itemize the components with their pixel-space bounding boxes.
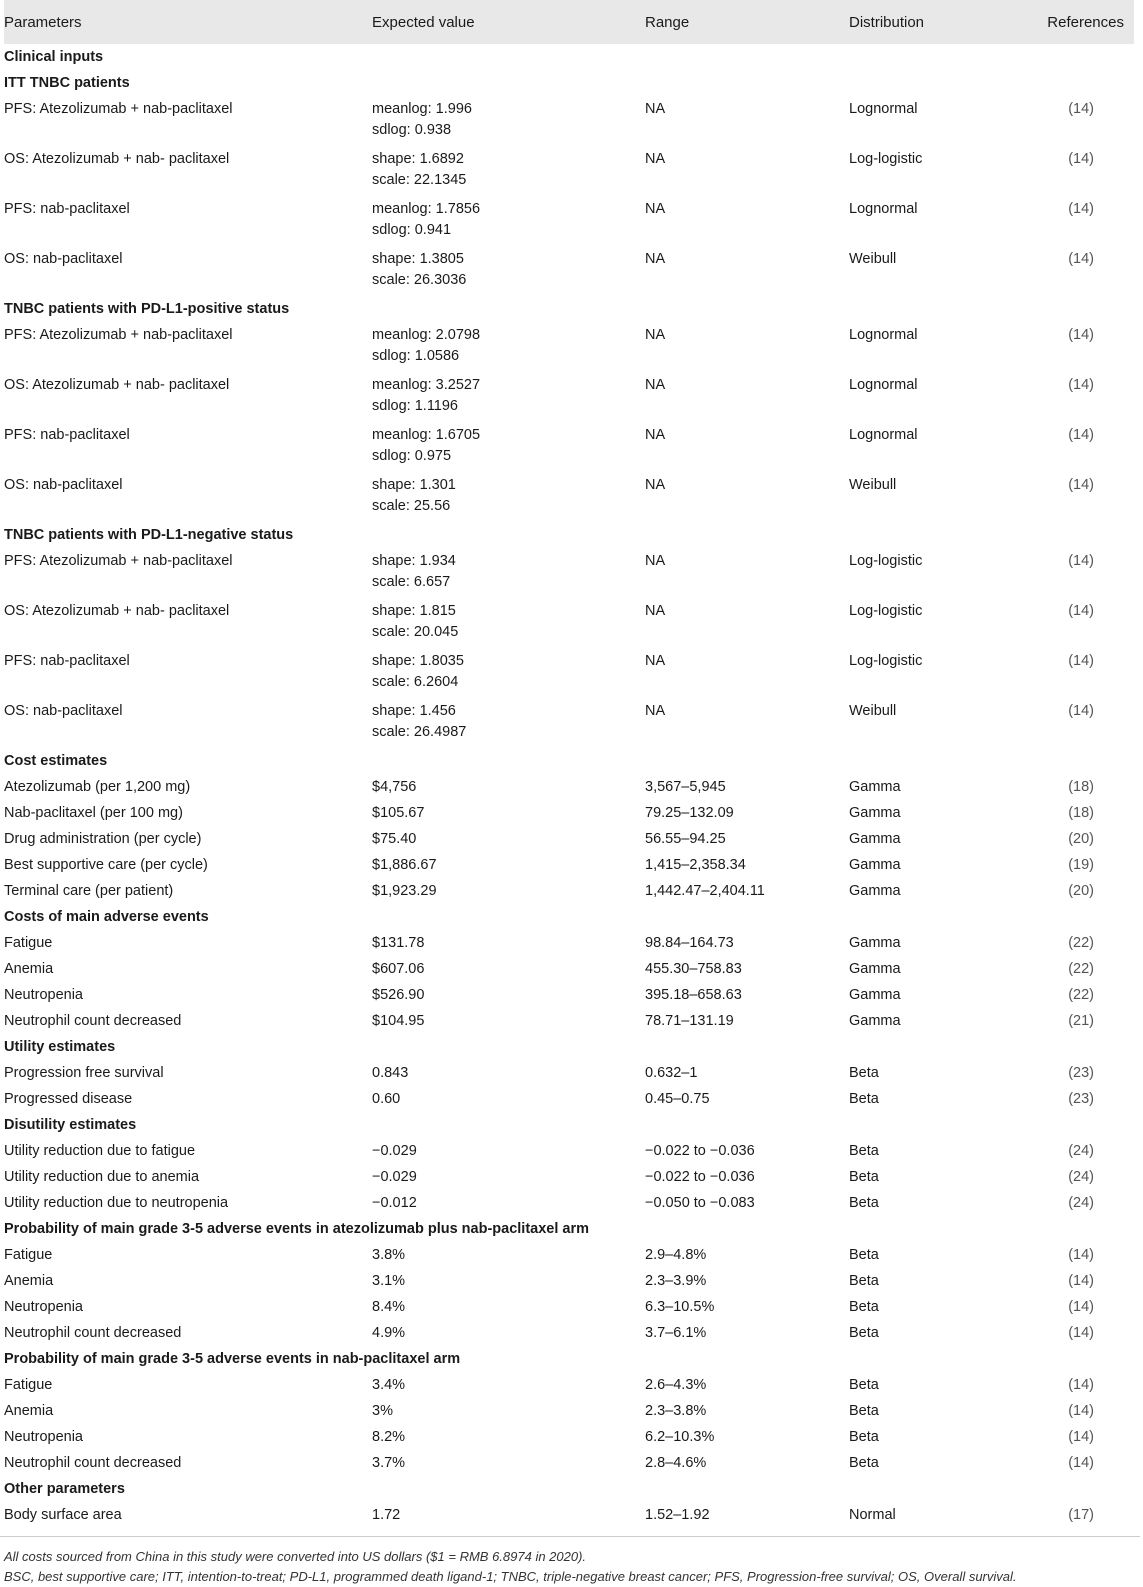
expected-value-cell xyxy=(372,246,645,296)
expected-value-cell xyxy=(372,1008,645,1034)
reference-cell: (20) xyxy=(1068,883,1094,899)
distribution-cell: Beta xyxy=(849,1195,879,1211)
table-section-row xyxy=(4,748,1134,774)
distribution-cell: Lognormal xyxy=(849,327,918,343)
expected-value-line: $1,886.67 xyxy=(372,857,437,873)
table-section-row xyxy=(4,70,1134,96)
table-row xyxy=(4,322,1134,372)
reference-cell: (24) xyxy=(1068,1169,1094,1185)
table-section-row xyxy=(4,1476,1134,1502)
expected-value-line: −0.012 xyxy=(372,1195,417,1211)
reference-cell: (14) xyxy=(1068,1377,1094,1393)
range-cell: NA xyxy=(645,101,666,117)
reference-cell: (14) xyxy=(1068,1299,1094,1315)
expected-value-line: shape: 1.3805 xyxy=(372,251,464,267)
table-row xyxy=(4,930,1134,956)
range-cell: NA xyxy=(645,603,666,619)
table-footer-divider xyxy=(0,1536,1140,1537)
expected-value-cell xyxy=(372,1086,645,1112)
expected-value-line: shape: 1.934 xyxy=(372,553,456,569)
table-row xyxy=(4,1086,1134,1112)
range-cell: NA xyxy=(645,477,666,493)
range-cell: 1,442.47–2,404.11 xyxy=(645,883,765,899)
expected-value-cell xyxy=(372,878,645,904)
table-row xyxy=(4,826,1134,852)
table-row xyxy=(4,598,1134,648)
table-row xyxy=(4,146,1134,196)
table-row xyxy=(4,96,1134,146)
range-cell: 2.3–3.9% xyxy=(645,1273,707,1289)
range-cell: 2.6–4.3% xyxy=(645,1377,707,1393)
table-row xyxy=(4,196,1134,246)
table-row xyxy=(4,982,1134,1008)
distribution-cell: Gamma xyxy=(849,987,901,1003)
reference-cell: (24) xyxy=(1068,1195,1094,1211)
expected-value-cell xyxy=(372,1294,645,1320)
expected-value-cell xyxy=(372,1060,645,1086)
distribution-cell: Gamma xyxy=(849,935,901,951)
expected-value-cell xyxy=(372,930,645,956)
expected-value-line: $1,923.29 xyxy=(372,883,437,899)
expected-value-line: scale: 22.1345 xyxy=(372,172,467,188)
range-cell: NA xyxy=(645,653,666,669)
reference-cell: (21) xyxy=(1068,1013,1094,1029)
table-row xyxy=(4,1502,1134,1528)
distribution-cell: Log-logistic xyxy=(849,653,923,669)
parameter-cell: PFS: nab-paclitaxel xyxy=(4,427,130,443)
table-section-row xyxy=(4,1034,1134,1060)
range-cell: 79.25–132.09 xyxy=(645,805,734,821)
distribution-cell: Gamma xyxy=(849,961,901,977)
expected-value-cell xyxy=(372,1398,645,1424)
distribution-cell: Weibull xyxy=(849,251,897,267)
distribution-cell: Beta xyxy=(849,1403,879,1419)
range-cell: 3,567–5,945 xyxy=(645,779,726,795)
table-section-row xyxy=(4,296,1134,322)
column-header-expected-value: Expected value xyxy=(372,0,645,44)
parameter-cell: Fatigue xyxy=(4,1247,53,1263)
section-title: TNBC patients with PD-L1-positive status xyxy=(4,301,290,317)
reference-cell: (14) xyxy=(1068,1325,1094,1341)
range-cell: 56.55–94.25 xyxy=(645,831,726,847)
expected-value-cell xyxy=(372,698,645,748)
expected-value-line: sdlog: 0.938 xyxy=(372,122,452,138)
reference-cell: (14) xyxy=(1068,603,1094,619)
range-cell: 3.7–6.1% xyxy=(645,1325,707,1341)
parameter-cell: Utility reduction due to anemia xyxy=(4,1169,200,1185)
parameter-cell: Drug administration (per cycle) xyxy=(4,831,202,847)
table-row xyxy=(4,372,1134,422)
expected-value-line: $4,756 xyxy=(372,779,417,795)
distribution-cell: Lognormal xyxy=(849,377,918,393)
range-cell: 0.45–0.75 xyxy=(645,1091,710,1107)
expected-value-line: scale: 6.657 xyxy=(372,574,451,590)
parameter-cell: Nab-paclitaxel (per 100 mg) xyxy=(4,805,183,821)
reference-cell: (14) xyxy=(1068,327,1094,343)
section-title: TNBC patients with PD-L1-negative status xyxy=(4,527,294,543)
expected-value-line: meanlog: 3.2527 xyxy=(372,377,481,393)
table-row xyxy=(4,1242,1134,1268)
expected-value-line: 8.4% xyxy=(372,1299,406,1315)
expected-value-cell xyxy=(372,422,645,472)
reference-cell: (22) xyxy=(1068,935,1094,951)
distribution-cell: Beta xyxy=(849,1325,879,1341)
reference-cell: (14) xyxy=(1068,151,1094,167)
range-cell: −0.022 to −0.036 xyxy=(645,1169,755,1185)
expected-value-line: $75.40 xyxy=(372,831,417,847)
distribution-cell: Beta xyxy=(849,1065,879,1081)
parameter-cell: OS: nab-paclitaxel xyxy=(4,251,123,267)
parameter-cell: Anemia xyxy=(4,1273,54,1289)
table-row xyxy=(4,1190,1134,1216)
expected-value-cell xyxy=(372,1164,645,1190)
reference-cell: (23) xyxy=(1068,1091,1094,1107)
expected-value-cell xyxy=(372,800,645,826)
expected-value-line: 4.9% xyxy=(372,1325,406,1341)
range-cell: −0.022 to −0.036 xyxy=(645,1143,755,1159)
section-title: Other parameters xyxy=(4,1481,125,1497)
distribution-cell: Beta xyxy=(849,1273,879,1289)
expected-value-line: 3.1% xyxy=(372,1273,406,1289)
column-header-range: Range xyxy=(645,0,849,44)
expected-value-line: 3.8% xyxy=(372,1247,406,1263)
parameter-cell: Progressed disease xyxy=(4,1091,133,1107)
distribution-cell: Gamma xyxy=(849,857,901,873)
distribution-cell: Beta xyxy=(849,1169,879,1185)
range-cell: 1.52–1.92 xyxy=(645,1507,710,1523)
expected-value-line: shape: 1.815 xyxy=(372,603,456,619)
distribution-cell: Beta xyxy=(849,1429,879,1445)
expected-value-cell xyxy=(372,372,645,422)
expected-value-line: shape: 1.6892 xyxy=(372,151,464,167)
table-row xyxy=(4,1450,1134,1476)
range-cell: 0.632–1 xyxy=(645,1065,698,1081)
reference-cell: (14) xyxy=(1068,553,1094,569)
reference-cell: (14) xyxy=(1068,1455,1094,1471)
expected-value-cell xyxy=(372,598,645,648)
reference-cell: (22) xyxy=(1068,961,1094,977)
expected-value-line: −0.029 xyxy=(372,1169,417,1185)
expected-value-cell xyxy=(372,1450,645,1476)
expected-value-cell xyxy=(372,322,645,372)
reference-cell: (14) xyxy=(1068,477,1094,493)
table-section-row xyxy=(4,522,1134,548)
range-cell: NA xyxy=(645,151,666,167)
section-title: Probability of main grade 3-5 adverse events in nab-paclitaxel arm xyxy=(4,1351,461,1367)
distribution-cell: Beta xyxy=(849,1247,879,1263)
expected-value-line: −0.029 xyxy=(372,1143,417,1159)
expected-value-cell xyxy=(372,774,645,800)
range-cell: 1,415–2,358.34 xyxy=(645,857,746,873)
table-row xyxy=(4,472,1134,522)
range-cell: 6.3–10.5% xyxy=(645,1299,715,1315)
range-cell: 98.84–164.73 xyxy=(645,935,734,951)
footnote-currency: All costs sourced from China in this study were converted into US dollars ($1 = RMB 6.8974 in 2020). xyxy=(4,1549,587,1564)
reference-cell: (22) xyxy=(1068,987,1094,1003)
reference-cell: (18) xyxy=(1068,805,1094,821)
expected-value-cell xyxy=(372,1320,645,1346)
range-cell: NA xyxy=(645,251,666,267)
expected-value-cell xyxy=(372,826,645,852)
parameter-cell: Fatigue xyxy=(4,1377,53,1393)
expected-value-line: 0.843 xyxy=(372,1065,409,1081)
distribution-cell: Normal xyxy=(849,1507,896,1523)
parameter-cell: Fatigue xyxy=(4,935,53,951)
distribution-cell: Gamma xyxy=(849,1013,901,1029)
expected-value-line: 0.60 xyxy=(372,1091,401,1107)
reference-cell: (14) xyxy=(1068,251,1094,267)
range-cell: NA xyxy=(645,201,666,217)
range-cell: 2.8–4.6% xyxy=(645,1455,707,1471)
distribution-cell: Weibull xyxy=(849,703,897,719)
parameter-cell: PFS: Atezolizumab + nab-paclitaxel xyxy=(4,553,233,569)
reference-cell: (14) xyxy=(1068,653,1094,669)
expected-value-cell xyxy=(372,472,645,522)
parameter-cell: Body surface area xyxy=(4,1507,122,1523)
table-section-row xyxy=(4,1112,1134,1138)
range-cell: NA xyxy=(645,377,666,393)
expected-value-line: meanlog: 2.0798 xyxy=(372,327,481,343)
column-header-parameters: Parameters xyxy=(4,0,372,44)
distribution-cell: Weibull xyxy=(849,477,897,493)
expected-value-line: $104.95 xyxy=(372,1013,425,1029)
expected-value-line: $131.78 xyxy=(372,935,425,951)
distribution-cell: Lognormal xyxy=(849,427,918,443)
expected-value-line: sdlog: 1.0586 xyxy=(372,348,460,364)
table-row xyxy=(4,1138,1134,1164)
table-row xyxy=(4,1320,1134,1346)
distribution-cell: Log-logistic xyxy=(849,553,923,569)
range-cell: 395.18–658.63 xyxy=(645,987,742,1003)
distribution-cell: Lognormal xyxy=(849,201,918,217)
expected-value-cell xyxy=(372,196,645,246)
table-row xyxy=(4,800,1134,826)
expected-value-cell xyxy=(372,548,645,598)
reference-cell: (14) xyxy=(1068,1273,1094,1289)
section-title: ITT TNBC patients xyxy=(4,75,130,91)
expected-value-cell xyxy=(372,982,645,1008)
parameter-cell: Neutrophil count decreased xyxy=(4,1013,182,1029)
parameter-cell: OS: nab-paclitaxel xyxy=(4,477,123,493)
parameter-cell: OS: nab-paclitaxel xyxy=(4,703,123,719)
reference-cell: (14) xyxy=(1068,1403,1094,1419)
range-cell: 2.9–4.8% xyxy=(645,1247,707,1263)
distribution-cell: Lognormal xyxy=(849,101,918,117)
expected-value-cell xyxy=(372,1138,645,1164)
expected-value-line: scale: 26.4987 xyxy=(372,724,467,740)
column-header-references: References xyxy=(1029,0,1134,44)
table-section-row xyxy=(4,904,1134,930)
distribution-cell: Gamma xyxy=(849,779,901,795)
expected-value-line: 8.2% xyxy=(372,1429,406,1445)
expected-value-line: sdlog: 0.975 xyxy=(372,448,452,464)
expected-value-line: $105.67 xyxy=(372,805,425,821)
table-row xyxy=(4,1398,1134,1424)
expected-value-line: scale: 26.3036 xyxy=(372,272,467,288)
reference-cell: (14) xyxy=(1068,201,1094,217)
range-cell: 6.2–10.3% xyxy=(645,1429,715,1445)
expected-value-cell xyxy=(372,648,645,698)
reference-cell: (17) xyxy=(1068,1507,1094,1523)
expected-value-cell xyxy=(372,852,645,878)
expected-value-line: shape: 1.8035 xyxy=(372,653,464,669)
distribution-cell: Beta xyxy=(849,1455,879,1471)
table-row xyxy=(4,774,1134,800)
parameter-cell: Terminal care (per patient) xyxy=(4,883,174,899)
parameter-cell: OS: Atezolizumab + nab- paclitaxel xyxy=(4,603,230,619)
section-title: Probability of main grade 3-5 adverse events in atezolizumab plus nab-paclitaxel arm xyxy=(4,1221,590,1237)
reference-cell: (14) xyxy=(1068,703,1094,719)
table-row xyxy=(4,246,1134,296)
expected-value-cell xyxy=(372,1502,645,1528)
table-row xyxy=(4,548,1134,598)
distribution-cell: Beta xyxy=(849,1143,879,1159)
reference-cell: (19) xyxy=(1068,857,1094,873)
expected-value-cell xyxy=(372,1372,645,1398)
section-title: Clinical inputs xyxy=(4,49,104,65)
expected-value-line: shape: 1.456 xyxy=(372,703,456,719)
reference-cell: (14) xyxy=(1068,427,1094,443)
expected-value-cell xyxy=(372,1190,645,1216)
reference-cell: (14) xyxy=(1068,101,1094,117)
table-row xyxy=(4,1424,1134,1450)
parameter-cell: Best supportive care (per cycle) xyxy=(4,857,208,873)
range-cell: NA xyxy=(645,553,666,569)
table-body xyxy=(4,44,1134,1528)
section-title: Utility estimates xyxy=(4,1039,116,1055)
distribution-cell: Gamma xyxy=(849,883,901,899)
table-row xyxy=(4,422,1134,472)
expected-value-line: 3.4% xyxy=(372,1377,406,1393)
parameter-cell: OS: Atezolizumab + nab- paclitaxel xyxy=(4,377,230,393)
expected-value-cell xyxy=(372,146,645,196)
table-row xyxy=(4,852,1134,878)
distribution-cell: Log-logistic xyxy=(849,151,923,167)
distribution-cell: Beta xyxy=(849,1299,879,1315)
range-cell: NA xyxy=(645,327,666,343)
table-header-row xyxy=(4,0,1134,44)
expected-value-line: 3.7% xyxy=(372,1455,406,1471)
range-cell: 2.3–3.8% xyxy=(645,1403,707,1419)
parameter-cell: Atezolizumab (per 1,200 mg) xyxy=(4,779,191,795)
parameter-cell: Anemia xyxy=(4,961,54,977)
table-row xyxy=(4,1372,1134,1398)
parameters-table xyxy=(4,0,1134,1528)
expected-value-line: scale: 20.045 xyxy=(372,624,459,640)
parameter-cell: Neutropenia xyxy=(4,987,83,1003)
expected-value-line: 1.72 xyxy=(372,1507,401,1523)
reference-cell: (14) xyxy=(1068,377,1094,393)
distribution-cell: Log-logistic xyxy=(849,603,923,619)
parameter-cell: PFS: Atezolizumab + nab-paclitaxel xyxy=(4,101,233,117)
range-cell: NA xyxy=(645,703,666,719)
section-title: Cost estimates xyxy=(4,753,108,769)
reference-cell: (18) xyxy=(1068,779,1094,795)
parameter-cell: Anemia xyxy=(4,1403,54,1419)
reference-cell: (14) xyxy=(1068,1247,1094,1263)
expected-value-line: $526.90 xyxy=(372,987,425,1003)
table-row xyxy=(4,878,1134,904)
range-cell: 455.30–758.83 xyxy=(645,961,742,977)
table-row xyxy=(4,1164,1134,1190)
parameter-cell: Neutropenia xyxy=(4,1299,83,1315)
expected-value-line: scale: 25.56 xyxy=(372,498,451,514)
distribution-cell: Beta xyxy=(849,1377,879,1393)
distribution-cell: Gamma xyxy=(849,805,901,821)
expected-value-line: sdlog: 1.1196 xyxy=(372,398,458,414)
parameter-cell: PFS: Atezolizumab + nab-paclitaxel xyxy=(4,327,233,343)
section-title: Disutility estimates xyxy=(4,1117,137,1133)
table-row xyxy=(4,648,1134,698)
range-cell: 78.71–131.19 xyxy=(645,1013,734,1029)
parameter-cell: Neutrophil count decreased xyxy=(4,1455,182,1471)
reference-cell: (20) xyxy=(1068,831,1094,847)
expected-value-line: meanlog: 1.6705 xyxy=(372,427,481,443)
expected-value-line: scale: 6.2604 xyxy=(372,674,459,690)
expected-value-line: sdlog: 0.941 xyxy=(372,222,452,238)
parameter-cell: PFS: nab-paclitaxel xyxy=(4,653,130,669)
expected-value-line: meanlog: 1.7856 xyxy=(372,201,481,217)
expected-value-line: meanlog: 1.996 xyxy=(372,101,472,117)
parameter-cell: Progression free survival xyxy=(4,1065,164,1081)
table-row xyxy=(4,956,1134,982)
expected-value-line: $607.06 xyxy=(372,961,425,977)
distribution-cell: Beta xyxy=(849,1091,879,1107)
table-row xyxy=(4,1294,1134,1320)
expected-value-cell xyxy=(372,1268,645,1294)
parameter-cell: Utility reduction due to neutropenia xyxy=(4,1195,229,1211)
table-section-row xyxy=(4,1216,1134,1242)
table-row xyxy=(4,698,1134,748)
parameter-cell: PFS: nab-paclitaxel xyxy=(4,201,130,217)
reference-cell: (23) xyxy=(1068,1065,1094,1081)
parameter-cell: Utility reduction due to fatigue xyxy=(4,1143,196,1159)
reference-cell: (24) xyxy=(1068,1143,1094,1159)
expected-value-cell xyxy=(372,96,645,146)
column-header-distribution: Distribution xyxy=(849,0,1029,44)
reference-cell: (14) xyxy=(1068,1429,1094,1445)
parameter-cell: OS: Atezolizumab + nab- paclitaxel xyxy=(4,151,230,167)
distribution-cell: Gamma xyxy=(849,831,901,847)
expected-value-cell xyxy=(372,956,645,982)
footnote-abbreviations: BSC, best supportive care; ITT, intention-to-treat; PD-L1, programmed death ligand-1; TNBC, triple-negative breast cancer; PFS, Progression-free survival; OS, Overall survival. xyxy=(4,1569,1017,1584)
range-cell: NA xyxy=(645,427,666,443)
table-section-row xyxy=(4,1346,1134,1372)
table-section-row xyxy=(4,44,1134,70)
parameter-cell: Neutropenia xyxy=(4,1429,83,1445)
table-row xyxy=(4,1060,1134,1086)
expected-value-line: shape: 1.301 xyxy=(372,477,456,493)
expected-value-cell xyxy=(372,1424,645,1450)
table-row xyxy=(4,1268,1134,1294)
expected-value-cell xyxy=(372,1242,645,1268)
range-cell: −0.050 to −0.083 xyxy=(645,1195,755,1211)
parameter-cell: Neutrophil count decreased xyxy=(4,1325,182,1341)
section-title: Costs of main adverse events xyxy=(4,909,209,925)
table-row xyxy=(4,1008,1134,1034)
expected-value-line: 3% xyxy=(372,1403,393,1419)
